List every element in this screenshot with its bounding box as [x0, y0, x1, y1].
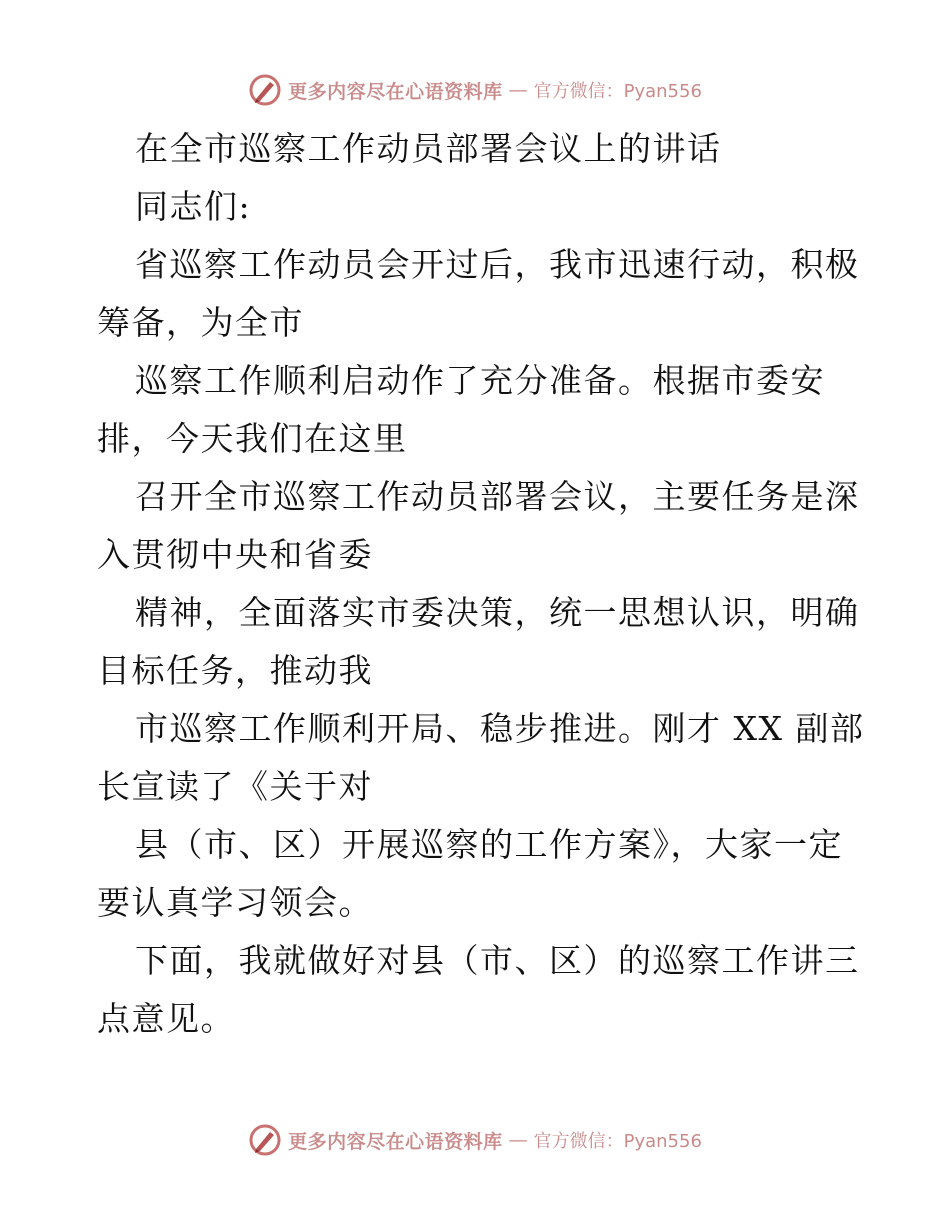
banner-wechat: 官方微信：Pyan556 — [533, 81, 702, 102]
paragraph-line: 巡察工作顺利启动作了充分准备。根据市委安 — [135, 361, 825, 400]
paragraph-line: 筹备，为全市 — [97, 303, 304, 342]
paragraph-line: 点意见。 — [97, 999, 235, 1038]
paragraph-line: 召开全市巡察工作动员部署会议，主要任务是深 — [135, 477, 860, 516]
pen-logo-icon — [248, 73, 282, 107]
document-body — [97, 120, 865, 1048]
paragraph-line: 长宣读了《关于对 — [97, 767, 373, 806]
paragraph-line: 下面，我就做好对县（市、区）的巡察工作讲三 — [135, 941, 860, 980]
pen-logo-icon — [248, 1123, 282, 1157]
document-title: 在全市巡察工作动员部署会议上的讲话 — [135, 129, 722, 168]
paragraph-line: 精神，全面落实市委决策，统一思想认识，明确 — [135, 593, 860, 632]
banner-dash: — — [508, 79, 528, 101]
paragraph-line: 排，今天我们在这里 — [97, 419, 408, 458]
paragraph-line: 入贯彻中央和省委 — [97, 535, 373, 574]
banner-dash: — — [508, 1129, 528, 1151]
banner-wechat: 官方微信：Pyan556 — [533, 1131, 702, 1152]
paragraph-line: 目标任务，推动我 — [97, 651, 373, 690]
footer-banner — [0, 1120, 950, 1160]
paragraph-line: 省巡察工作动员会开过后，我市迅速行动，积极 — [135, 245, 860, 284]
paragraph-line: 市巡察工作顺利开局、稳步推进。刚才 XX 副部 — [135, 709, 865, 748]
paragraph-line: 县（市、区）开展巡察的工作方案》，大家一定 — [135, 825, 843, 864]
banner-text: 更多内容尽在心语资料库 — [288, 1130, 503, 1153]
header-banner — [0, 70, 950, 110]
banner-text: 更多内容尽在心语资料库 — [288, 80, 503, 103]
salutation: 同志们: — [135, 187, 252, 226]
paragraph-line: 要认真学习领会。 — [97, 883, 373, 922]
